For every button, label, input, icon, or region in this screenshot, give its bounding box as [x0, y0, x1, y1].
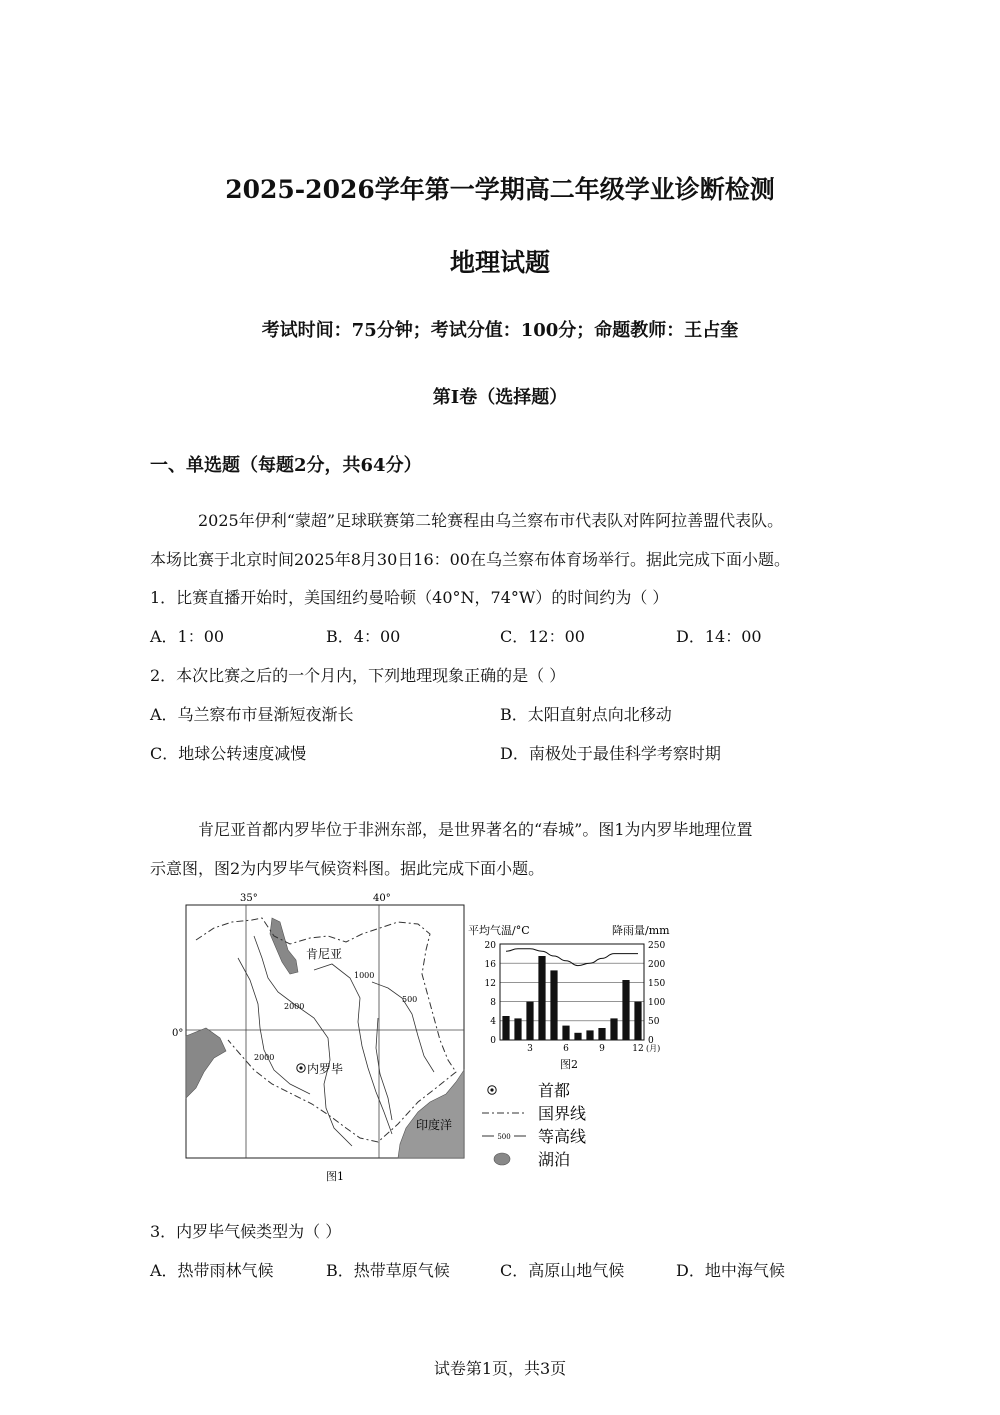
- legend-capital-dot: [490, 1088, 493, 1091]
- legend-contour-label: 等高线: [538, 1127, 587, 1146]
- rainfall-bar-12: [634, 1002, 641, 1040]
- rainfall-bar-3: [526, 1002, 533, 1040]
- y-left-tick-16: 16: [484, 960, 496, 970]
- passage2-line2: 示意图，图2为内罗毕气候资料图。据此完成下面小题。: [150, 859, 545, 878]
- capital-label: 内罗毕: [307, 1062, 344, 1076]
- rainfall-bar-5: [550, 970, 557, 1040]
- exam-info: 考试时间：75分钟；考试分值：100分；命题教师：王占奎: [261, 320, 739, 341]
- figure2-caption: 图2: [560, 1058, 578, 1070]
- x-tick-9: 9: [599, 1044, 605, 1054]
- q2-stem: 2．本次比赛之后的一个月内，下列地理现象正确的是（ ）: [150, 666, 566, 685]
- exam-title: 2025-2026学年第一学期高二年级学业诊断检测: [225, 175, 775, 204]
- q3-option-d: D．地中海气候: [676, 1261, 785, 1280]
- q1-stem: 1．比赛直播开始时，美国纽约曼哈顿（40°N，74°W）的时间约为（ ）: [150, 588, 669, 607]
- contour-label-1000: 1000: [354, 971, 375, 980]
- legend-capital-label: 首都: [538, 1081, 571, 1100]
- chart-left-title: 平均气温/°C: [468, 924, 530, 937]
- q2-option-c: C．地球公转速度减慢: [150, 744, 307, 763]
- passage1-line1: 2025年伊利“蒙超”足球联赛第二轮赛程由乌兰察布市代表队对阵阿拉善盟代表队。: [198, 511, 784, 530]
- x-unit-label: (月): [646, 1044, 661, 1053]
- q3-option-a: A．热带雨林气候: [150, 1261, 274, 1280]
- contour-label-500: 500: [402, 995, 418, 1004]
- y-left-tick-12: 12: [484, 979, 496, 989]
- q1-option-a: A．1：00: [150, 627, 225, 646]
- y-right-tick-0: 0: [648, 1036, 654, 1046]
- rainfall-bar-9: [598, 1028, 605, 1040]
- page-footer: 试卷第1页，共3页: [433, 1359, 567, 1378]
- passage1-line2: 本场比赛于北京时间2025年8月30日16：00在乌兰察布体育场举行。据此完成下面小题。: [150, 550, 790, 569]
- subject-title: 地理试题: [449, 248, 550, 277]
- capital-dot: [299, 1066, 302, 1069]
- q3-option-c: C．高原山地气候: [500, 1261, 625, 1280]
- rainfall-bar-10: [610, 1018, 617, 1040]
- lat-label-0: 0°: [172, 1028, 184, 1039]
- map-legend: [480, 1076, 650, 1172]
- legend-border-label: 国界线: [538, 1104, 587, 1123]
- q1-option-d: D．14：00: [676, 627, 762, 646]
- y-right-tick-250: 250: [648, 941, 666, 951]
- volume-title: 第I卷（选择题）: [432, 387, 568, 408]
- section-heading: 一、单选题（每题2分，共64分）: [150, 455, 422, 476]
- contour-label-2000-south: 2000: [254, 1053, 275, 1062]
- rainfall-bar-6: [562, 1026, 569, 1040]
- rainfall-bar-4: [538, 956, 545, 1040]
- legend-lake-symbol: [494, 1153, 510, 1165]
- q3-option-b: B．热带草原气候: [326, 1261, 450, 1280]
- y-right-tick-100: 100: [648, 998, 666, 1008]
- ocean-label: 印度洋: [416, 1118, 453, 1132]
- country-label: 肯尼亚: [306, 947, 343, 961]
- lon-label-35: 35°: [240, 893, 258, 904]
- q2-option-d: D．南极处于最佳科学考察时期: [500, 744, 721, 763]
- rainfall-bar-11: [622, 980, 629, 1040]
- contour-label-2000-north: 2000: [284, 1002, 305, 1011]
- rainfall-bar-1: [502, 1016, 509, 1040]
- q1-option-c: C．12：00: [500, 627, 585, 646]
- q2-option-b: B．太阳直射点向北移动: [500, 705, 672, 724]
- x-tick-12: 12: [632, 1044, 644, 1054]
- figure1-caption: 图1: [326, 1170, 344, 1183]
- y-right-tick-50: 50: [648, 1017, 660, 1027]
- y-left-tick-8: 8: [490, 998, 496, 1008]
- y-left-tick-0: 0: [490, 1036, 496, 1046]
- passage2-line1: 肯尼亚首都内罗毕位于非洲东部，是世界著名的“春城”。图1为内罗毕地理位置: [198, 820, 753, 839]
- q3-stem: 3．内罗毕气候类型为（ ）: [150, 1222, 342, 1241]
- x-tick-3: 3: [527, 1044, 533, 1054]
- rainfall-bars: [502, 956, 641, 1040]
- q2-option-a: A．乌兰察布市昼渐短夜渐长: [150, 705, 354, 724]
- rainfall-bar-2: [514, 1018, 521, 1040]
- y-left-tick-4: 4: [490, 1017, 496, 1027]
- legend-lake-label: 湖泊: [538, 1150, 571, 1169]
- chart-right-title: 降雨量/mm: [612, 924, 670, 937]
- y-right-tick-200: 200: [648, 960, 666, 970]
- legend-contour-sample: 500: [497, 1133, 511, 1141]
- figure1-map: [166, 888, 470, 1188]
- figure2-climate-chart: [464, 918, 690, 1070]
- rainfall-bar-8: [586, 1030, 593, 1040]
- q1-option-b: B．4：00: [326, 627, 401, 646]
- lon-label-40: 40°: [373, 893, 391, 904]
- rainfall-bar-7: [574, 1033, 581, 1040]
- y-left-tick-20: 20: [484, 941, 496, 951]
- y-right-tick-150: 150: [648, 979, 666, 989]
- x-tick-6: 6: [563, 1044, 569, 1054]
